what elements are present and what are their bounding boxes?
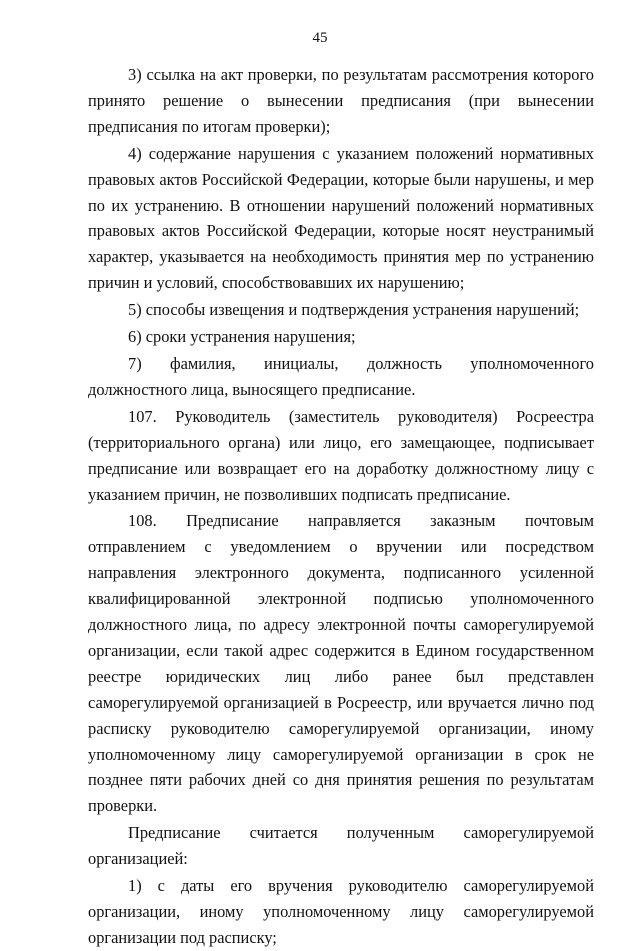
paragraph-item-7: 7) фамилия, инициалы, должность уполномоченного должностного лица, выносящего предписание. <box>88 353 594 399</box>
paragraph-107: 107. Руководитель (заместитель руководителя) Росреестра (территориального органа) или лицо, его замещающее, подписывает предписание или возвращает его на доработку должностному лицу с указанием причин, не позволивших подписать предписание. <box>88 406 594 504</box>
paragraph-item-5: 5) способы извещения и подтверждения устранения нарушений; <box>128 300 580 320</box>
paragraph-item-6: 6) сроки устранения нарушения; <box>128 327 356 347</box>
paragraph-item-3: 3) ссылка на акт проверки, по результатам рассмотрения которого принято решение о вынесении предписания (при вынесении предписания по итогам проверки); <box>88 65 594 136</box>
paragraph-receipt-item-1: 1) с даты его вручения руководителю саморегулируемой организации, иному уполномоченному лицу саморегулируемой организации под расписку; <box>88 876 594 947</box>
page-number: 45 <box>312 30 328 46</box>
document-body <box>88 62 594 951</box>
paragraph-receipt-intro: Предписание считается полученным саморегулируемой организацией: <box>88 823 594 869</box>
paragraph-item-4: 4) содержание нарушения с указанием положений нормативных правовых актов Российской Федерации, которые были нарушены, и мер по их устранению. В отношении нарушений положений нормативных правовых актов Российской Федерации, которые носят неустранимый характер, указывается на необходимость принятия мер по устранению причин и условий, способствовавших их нарушению; <box>88 143 594 293</box>
paragraph-108: 108. Предписание направляется заказным почтовым отправлением с уведомлением о вручении или посредством направления электронного документа, подписанного усиленной квалифицированной электронной подписью уполномоченного должностного лица, по адресу электронной почты саморегулируемой организации, если такой адрес содержится в Едином государственном реестре юридических лиц либо ранее был представлен саморегулируемой организацией в Росреестр, или вручается лично под расписку руководителю саморегулируемой организации, иному уполномоченному лицу саморегулируемой организации в срок не позднее пяти рабочих дней со дня принятия решения по результатам проверки. <box>88 511 594 816</box>
